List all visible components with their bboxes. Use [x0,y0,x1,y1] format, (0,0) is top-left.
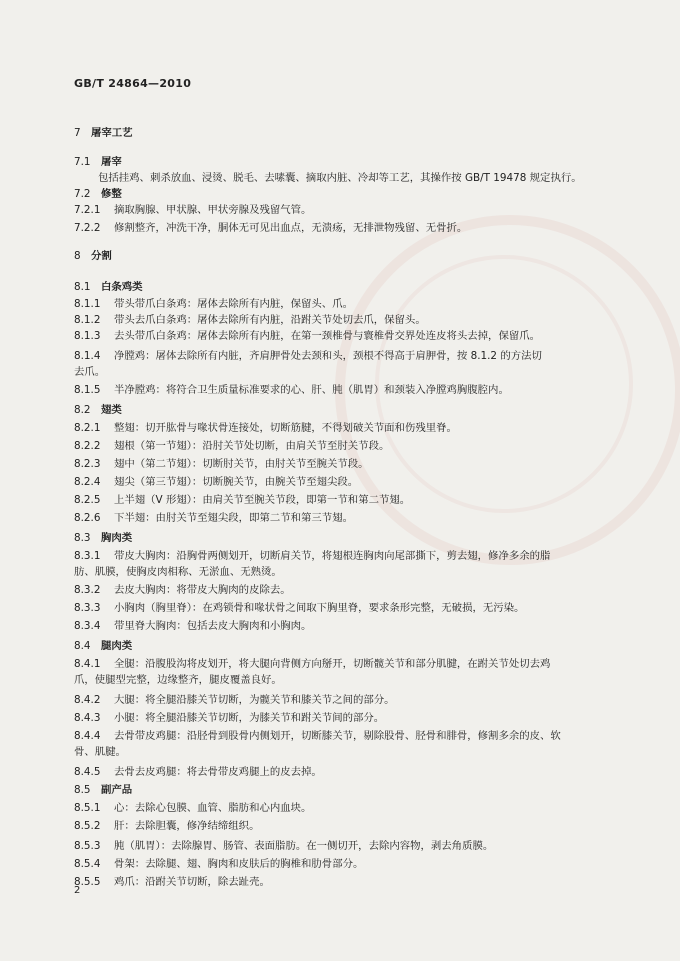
clause-text: 肫（肌胃）：去除腺胃、肠管、表面脂肪。在一侧切开，去除内容物，剥去角质膜。 [114,840,494,852]
clause-number: 7 [74,127,81,139]
clause-text: 修整 [101,188,122,200]
clause-number: 8.2.3 [74,458,101,470]
clause-number: 8.1 [74,281,91,293]
clause-text: 修割整齐，冲洗干净，胴体无可见出血点，无溃疡，无排泄物残留、无骨折。 [114,222,468,234]
clause-number: 8 [74,250,81,262]
clause-number: 8.5 [74,784,91,796]
clause-text: 半净膛鸡：将符合卫生质量标准要求的心、肝、肫（肌胃）和颈装入净膛鸡胸腹腔内。 [114,384,509,396]
clause-text: 鸡爪：沿跗关节切断，除去趾壳。 [114,876,270,888]
clause-number: 8.5.1 [74,802,101,814]
clause-text: 去爪。 [74,366,106,378]
clause-text: 带头去爪白条鸡：屠体去除所有内脏，沿跗关节处切去爪，保留头。 [114,314,426,326]
clause-number: 8.3 [74,532,91,544]
clause-text: 摘取胸腺、甲状腺、甲状旁腺及残留气管。 [114,204,312,216]
clause-text: 肪、肌膜，使胸皮肉相称、无淤血、无熟烫。 [74,566,282,578]
clause-number: 8.4.2 [74,694,101,706]
clause-text: 包括挂鸡、刺杀放血、浸烫、脱毛、去嗉囊、摘取内脏、冷却等工艺，其操作按 GB/T 19478 规定执行。 [98,172,582,184]
clause-text: 白条鸡类 [101,281,143,293]
clause-text: 翅类 [101,404,122,416]
clause-number: 7.2.1 [74,204,101,216]
clause-text: 整翅：切开肱骨与喙状骨连接处，切断筋腱，不得划破关节面和伤残里脊。 [114,422,457,434]
clause-text: 腿肉类 [101,640,133,652]
clause-number: 8.3.4 [74,620,101,632]
clause-number: 8.2.4 [74,476,101,488]
clause-text: 带头带爪白条鸡：屠体去除所有内脏，保留头、爪。 [114,298,353,310]
clause-number: 8.4.1 [74,658,101,670]
clause-text: 副产品 [101,784,133,796]
clause-text: 大腿：将全腿沿膝关节切断，为髋关节和膝关节之间的部分。 [114,694,395,706]
clause-number: 8.2.5 [74,494,101,506]
clause-number: 8.5.5 [74,876,101,888]
clause-number: 8.2 [74,404,91,416]
clause-text: 胸肉类 [101,532,133,544]
page-number: 2 [74,885,81,896]
clause-number: 8.3.3 [74,602,101,614]
clause-text: 带皮大胸肉：沿胸骨两侧划开，切断肩关节，将翅根连胸肉向尾部撕下，剪去翅，修净多余的脂 [114,550,551,562]
standard-number-header: GB/T 24864—2010 [74,77,192,90]
clause-number: 8.1.1 [74,298,101,310]
clause-number: 8.1.5 [74,384,101,396]
clause-text: 翅尖（第三节翅）：切断腕关节，由腕关节至翅尖段。 [114,476,359,488]
clause-text: 下半翅：由肘关节至翅尖段，即第二节和第三节翅。 [114,512,353,524]
clause-text: 净膛鸡：屠体去除所有内脏，齐肩胛骨处去颈和头，颈根不得高于肩胛骨，按 8.1.2 的方法切 [114,350,542,362]
clause-text: 带里脊大胸肉：包括去皮大胸肉和小胸肉。 [114,620,312,632]
clause-text: 去头带爪白条鸡：屠体去除所有内脏，在第一颈椎骨与寰椎骨交界处连皮将头去掉，保留爪。 [114,330,541,342]
clause-number: 8.3.1 [74,550,101,562]
clause-text: 肝：去除胆囊，修净结缔组织。 [114,820,260,832]
clause-number: 8.5.2 [74,820,101,832]
clause-number: 7.2.2 [74,222,101,234]
clause-number: 8.1.4 [74,350,101,362]
clause-text: 全腿：沿腹股沟将皮划开，将大腿向背侧方向掰开，切断髋关节和部分肌腱，在跗关节处切去鸡 [114,658,551,670]
clause-text: 骨、肌腱。 [74,746,126,758]
clause-text: 去骨带皮鸡腿：沿胫骨到股骨内侧划开，切断膝关节，剔除股骨、胫骨和腓骨，修割多余的皮、软 [114,730,561,742]
clause-number: 8.2.6 [74,512,101,524]
clause-text: 去皮大胸肉：将带皮大胸肉的皮除去。 [114,584,291,596]
clause-text: 屠宰工艺 [91,127,133,139]
clause-number: 8.4.4 [74,730,101,742]
clause-text: 爪，使腿型完整，边缘整齐，腿皮覆盖良好。 [74,674,282,686]
clause-text: 去骨去皮鸡腿：将去骨带皮鸡腿上的皮去掉。 [114,766,322,778]
clause-text: 心：去除心包膜、血管、脂肪和心内血块。 [114,802,312,814]
clause-number: 8.1.2 [74,314,101,326]
clause-number: 8.3.2 [74,584,101,596]
clause-number: 8.2.1 [74,422,101,434]
clause-text: 上半翅（V 形翅）：由肩关节至腕关节段，即第一节和第二节翅。 [114,494,411,506]
clause-text: 翅中（第二节翅）：切断肘关节，由肘关节至腕关节段。 [114,458,369,470]
clause-number: 8.4.5 [74,766,101,778]
clause-number: 8.1.3 [74,330,101,342]
clause-number: 8.5.4 [74,858,101,870]
clause-number: 7.2 [74,188,91,200]
clause-number: 8.4 [74,640,91,652]
clause-number: 8.4.3 [74,712,101,724]
clause-number: 8.5.3 [74,840,101,852]
clause-text: 分割 [91,250,112,262]
clause-number: 7.1 [74,156,91,168]
clause-text: 骨架：去除腿、翅、胸肉和皮肤后的胸椎和肋骨部分。 [114,858,364,870]
clause-text: 小腿：将全腿沿膝关节切断，为膝关节和跗关节间的部分。 [114,712,385,724]
clause-number: 8.2.2 [74,440,101,452]
clause-text: 屠宰 [101,156,122,168]
clause-text: 翅根（第一节翅）：沿肘关节处切断，由肩关节至肘关节段。 [114,440,390,452]
clause-text: 小胸肉（胸里脊）：在鸡锁骨和喙状骨之间取下胸里脊，要求条形完整，无破损，无污染。 [114,602,525,614]
